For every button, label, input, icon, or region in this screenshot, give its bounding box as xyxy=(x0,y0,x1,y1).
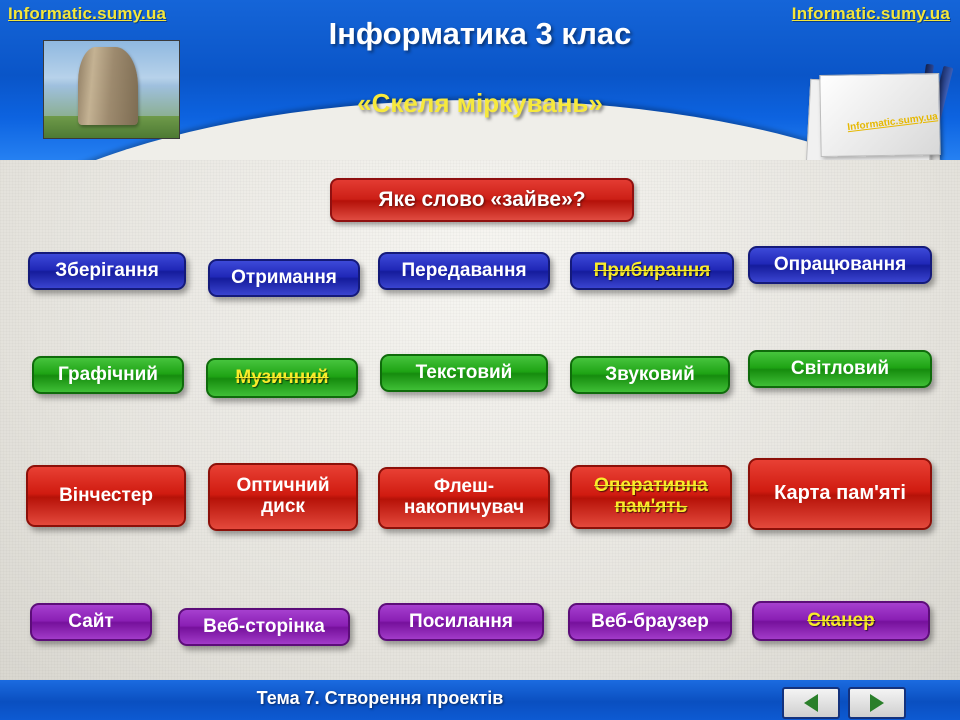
page-subtitle: «Скеля міркувань» xyxy=(357,88,603,118)
word-card[interactable]: Оптичний диск xyxy=(208,463,358,531)
word-card[interactable]: Графічний xyxy=(32,356,184,394)
next-slide-button[interactable] xyxy=(848,687,906,719)
word-card-odd[interactable]: Сканер xyxy=(752,601,930,641)
watermark-left: Informatic.sumy.ua xyxy=(8,4,167,23)
word-card[interactable]: Передавання xyxy=(378,252,550,290)
word-card[interactable]: Опрацювання xyxy=(748,246,932,284)
word-card-odd[interactable]: Оперативна пам'ять xyxy=(570,465,732,529)
word-card-odd[interactable]: Музичний xyxy=(206,358,358,398)
watermark-right: Informatic.sumy.ua xyxy=(791,4,950,23)
word-card[interactable]: Сайт xyxy=(30,603,152,641)
word-card[interactable]: Флеш-накопичувач xyxy=(378,467,550,529)
paper-sheet-3 xyxy=(819,73,940,157)
footer-topic: Тема 7. Створення проектів xyxy=(256,688,504,708)
word-card[interactable]: Звуковий xyxy=(570,356,730,394)
question-banner: Яке слово «зайве»? xyxy=(330,178,634,222)
slide-body xyxy=(0,160,960,680)
paper-stack-decoration xyxy=(802,70,952,168)
word-card[interactable]: Зберігання xyxy=(28,252,186,290)
word-card[interactable]: Вінчестер xyxy=(26,465,186,527)
rock-photo-grass xyxy=(44,116,179,138)
prev-slide-button[interactable] xyxy=(782,687,840,719)
word-card[interactable]: Посилання xyxy=(378,603,544,641)
word-card-odd[interactable]: Прибирання xyxy=(570,252,734,290)
rock-photo xyxy=(43,40,180,139)
word-card[interactable]: Веб-сторінка xyxy=(178,608,350,646)
word-card[interactable]: Світловий xyxy=(748,350,932,388)
triangle-right-icon xyxy=(870,694,884,712)
page-title: Інформатика 3 клас xyxy=(328,16,632,51)
triangle-left-icon xyxy=(804,694,818,712)
word-card[interactable]: Карта пам'яті xyxy=(748,458,932,530)
word-card[interactable]: Отримання xyxy=(208,259,360,297)
paper-watermark: Informatic.sumy.ua xyxy=(846,111,939,134)
word-card[interactable]: Веб-браузер xyxy=(568,603,732,641)
word-card[interactable]: Текстовий xyxy=(380,354,548,392)
slide-header xyxy=(0,0,960,168)
